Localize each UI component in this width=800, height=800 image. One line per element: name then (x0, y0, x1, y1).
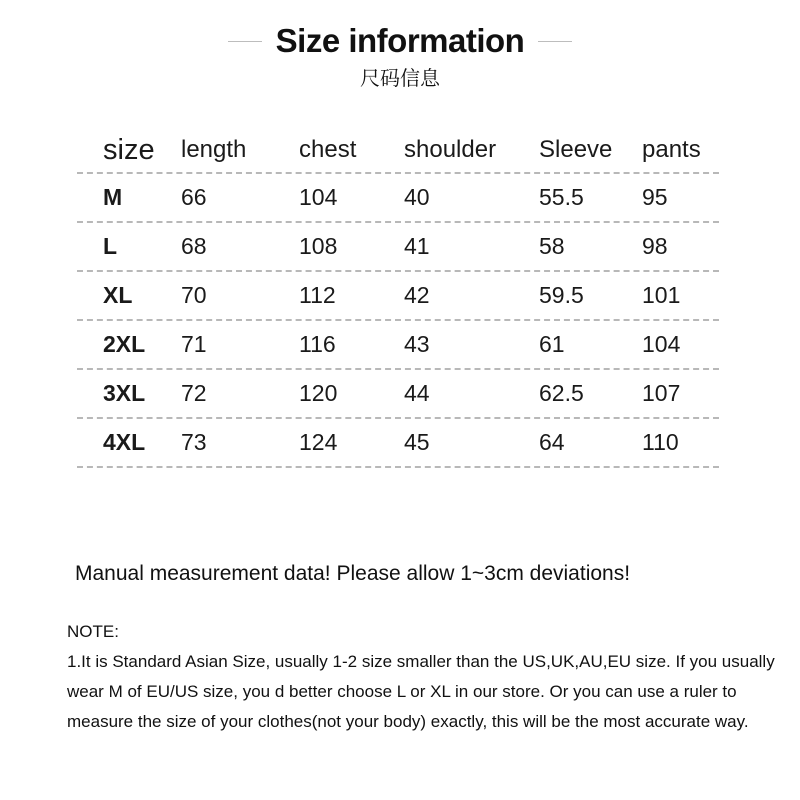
table-cell: 95 (642, 184, 668, 210)
table-cell-size: L (103, 233, 118, 259)
table-cell: 61 (539, 331, 565, 357)
table-cell: 55.5 (539, 184, 584, 210)
title-divider-left (228, 41, 262, 42)
table-cell: 116 (299, 331, 336, 357)
table-cell: 44 (404, 380, 430, 406)
table-cell-size: M (103, 184, 123, 210)
table-cell: 62.5 (539, 380, 584, 406)
table-cell: 64 (539, 429, 565, 455)
table-row (77, 370, 719, 419)
note-body: 1.It is Standard Asian Size, usually 1-2 size smaller than the US,UK,AU,EU size. If you usually wear M of EU/US size, you d better choose L or XL in our store. Or you can use a ruler to measure the size of your clothes(not your body) exactly, this will be the most accurate way. (67, 652, 775, 731)
table-cell: 101 (642, 282, 681, 308)
table-cell: 110 (642, 429, 679, 455)
table-cell: 98 (642, 233, 668, 259)
table-cell: 112 (299, 282, 336, 308)
note-title: NOTE: (67, 622, 119, 641)
column-header: chest (299, 136, 357, 163)
table-cell: 59.5 (539, 282, 584, 308)
table-cell: 43 (404, 331, 430, 357)
table-cell: 58 (539, 233, 565, 259)
note-section (67, 617, 782, 737)
table-cell: 124 (299, 429, 338, 455)
table-row (77, 321, 719, 370)
table-cell: 66 (181, 184, 207, 210)
table-cell-size: 2XL (103, 331, 146, 357)
table-cell-size: 4XL (103, 429, 146, 455)
table-cell: 72 (181, 380, 207, 406)
table-cell-size: XL (103, 282, 133, 308)
column-header: pants (642, 136, 701, 163)
column-header: length (181, 136, 247, 163)
title-row (0, 22, 800, 60)
table-header-row (77, 128, 719, 174)
size-table (77, 128, 719, 468)
table-row (77, 223, 719, 272)
page-title: Size information (275, 22, 525, 59)
table-cell: 70 (181, 282, 207, 308)
title-divider-right (538, 41, 572, 42)
table-cell: 68 (181, 233, 207, 259)
table-cell: 107 (642, 380, 681, 406)
table-row (77, 174, 719, 223)
page-subtitle: 尺码信息 (360, 66, 440, 90)
column-header: size (103, 134, 155, 166)
table-cell: 40 (404, 184, 430, 210)
measurement-disclaimer: Manual measurement data! Please allow 1~3cm deviations! (75, 562, 631, 585)
table-cell-size: 3XL (103, 380, 146, 406)
table-cell: 42 (404, 282, 430, 308)
table-row (77, 419, 719, 468)
header (0, 22, 800, 91)
table-cell: 108 (299, 233, 338, 259)
table-row (77, 272, 719, 321)
table-cell: 104 (299, 184, 338, 210)
column-header: Sleeve (539, 136, 613, 163)
table-cell: 120 (299, 380, 338, 406)
table-cell: 45 (404, 429, 430, 455)
table-cell: 71 (181, 331, 207, 357)
table-cell: 41 (404, 233, 430, 259)
column-header: shoulder (404, 136, 497, 163)
table-cell: 104 (642, 331, 681, 357)
table-cell: 73 (181, 429, 207, 455)
